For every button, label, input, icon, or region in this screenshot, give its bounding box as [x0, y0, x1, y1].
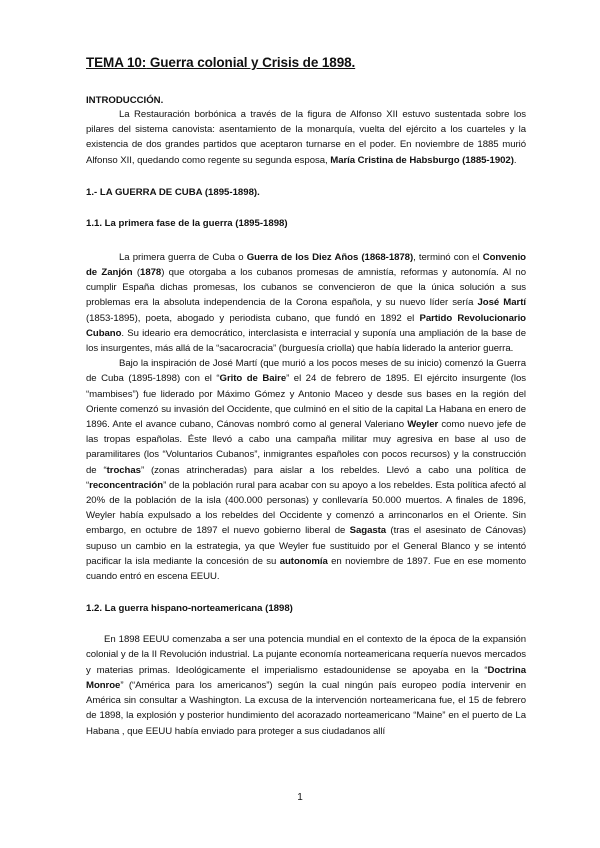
paragraph-first-war: La primera guerra de Cuba o Guerra de los Diez Años (1868-1878), terminó con el Convenio de Zanjón (1878) que otorgaba a los cubanos promesas de amnistía, reformas y autonomía. Al no cumplir España dichas promesas, los cubanos se convencieron de que la única solución a sus problemas era la absoluta independencia de la Corona española, y su nuevo líder sería José Martí (1853-1895), poeta, abogado y periodista cubano, que fundó en 1892 el Partido Revolucionario Cubano. Su ideario era democrático, interclasista e interracial y suponía una ampliación de la base de los insurgentes, más allá de la “sacarocracia” (burguesía criolla) que había liderado la anterior guerra.: [86, 251, 526, 355]
page-title: TEMA 10: Guerra colonial y Crisis de 1898.: [86, 55, 356, 70]
intro-paragraph: La Restauración borbónica a través de la figura de Alfonso XII estuvo sustentada sobre los pilares del sistema canovista: asentamiento de la monarquía, vuelta del ejército a los cuarteles y la existencia de dos grandes partidos que aceptaron turnarse en el poder. En noviembre de 1885 murió Alfonso XII, quedando como regente su segunda esposa, María Cristina de Habsburgo (1885-1902).: [86, 109, 526, 166]
subsection-1-1-heading: 1.1. La primera fase de la guerra (1895-1898): [86, 217, 288, 229]
document-page: [86, 55, 526, 739]
page-number: 1: [297, 792, 303, 803]
subsection-1-2-heading: 1.2. La guerra hispano-norteamericana (1898): [86, 603, 293, 615]
section-1-heading: 1.- LA GUERRA DE CUBA (1895-1898).: [86, 186, 260, 198]
paragraph-hispano-american-war: En 1898 EEUU comenzaba a ser una potencia mundial en el contexto de la época de la expansión colonial y de la II Revolución industrial. La pujante economía norteamericana requería nuevos mercados y materias primas. Ideológicamente el imperialismo estadounidense se apoyaba en la “Doctrina Monroe” (“América para los americanos”) según la cual ningún país europeo podía intervenir en América sin consultar a Washington. La excusa de la intervención norteamericana fue, el 15 de febrero de 1898, la explosión y posterior hundimiento del acorazado norteamericano “Maine” en el puerto de La Habana , que EEUU había enviado para proteger a sus ciudadanos allí: [86, 634, 526, 737]
paragraph-cuba-war: Bajo la inspiración de José Martí (que murió a los pocos meses de su inicio) comenzó la Guerra de Cuba (1895-1898) con el “Grito de Baire” el 24 de febrero de 1895. El ejército insurgente (los “mambises”) fue liderado por Máximo Gómez y Antonio Maceo y desde sus bases en la región del Oriente comenzó su invasión del Occidente, que culminó en el sitio de la capital La Habana en enero de 1896. Ante el avance cubano, Cánovas nombró como al general Valeriano Weyler como nuevo jefe de las tropas españolas. Éste llevó a cabo una campaña militar muy agresiva en base al uso de paramilitares (los “Voluntarios Cubanos”, inmigrantes españoles con pocos recursos) y la construcción de “trochas” (zonas atrincheradas) para aislar a los rebeldes. Llevó a cabo una política de “reconcentración” de la población rural para acabar con su apoyo a los rebeldes. Esta política afectó al 20% de la población de la isla (400.000 personas) y conllevaría 50.000 muertos. A finales de 1896, Weyler había expulsado a los rebeldes del Occidente y comenzó a arrinconarlos en el Oriente. Sin embargo, en octubre de 1897 el nuevo gobierno liberal de Sagasta (tras el asesinato de Cánovas) supuso un cambio en la estrategia, ya que Weyler fue sustituido por el General Blanco y se intentó pacificar la isla mediante la concesión de su autonomía en noviembre de 1897. Fue en ese momento cuando entró en escena EEUU.: [86, 358, 527, 583]
intro-heading: INTRODUCCIÓN.: [86, 95, 164, 106]
